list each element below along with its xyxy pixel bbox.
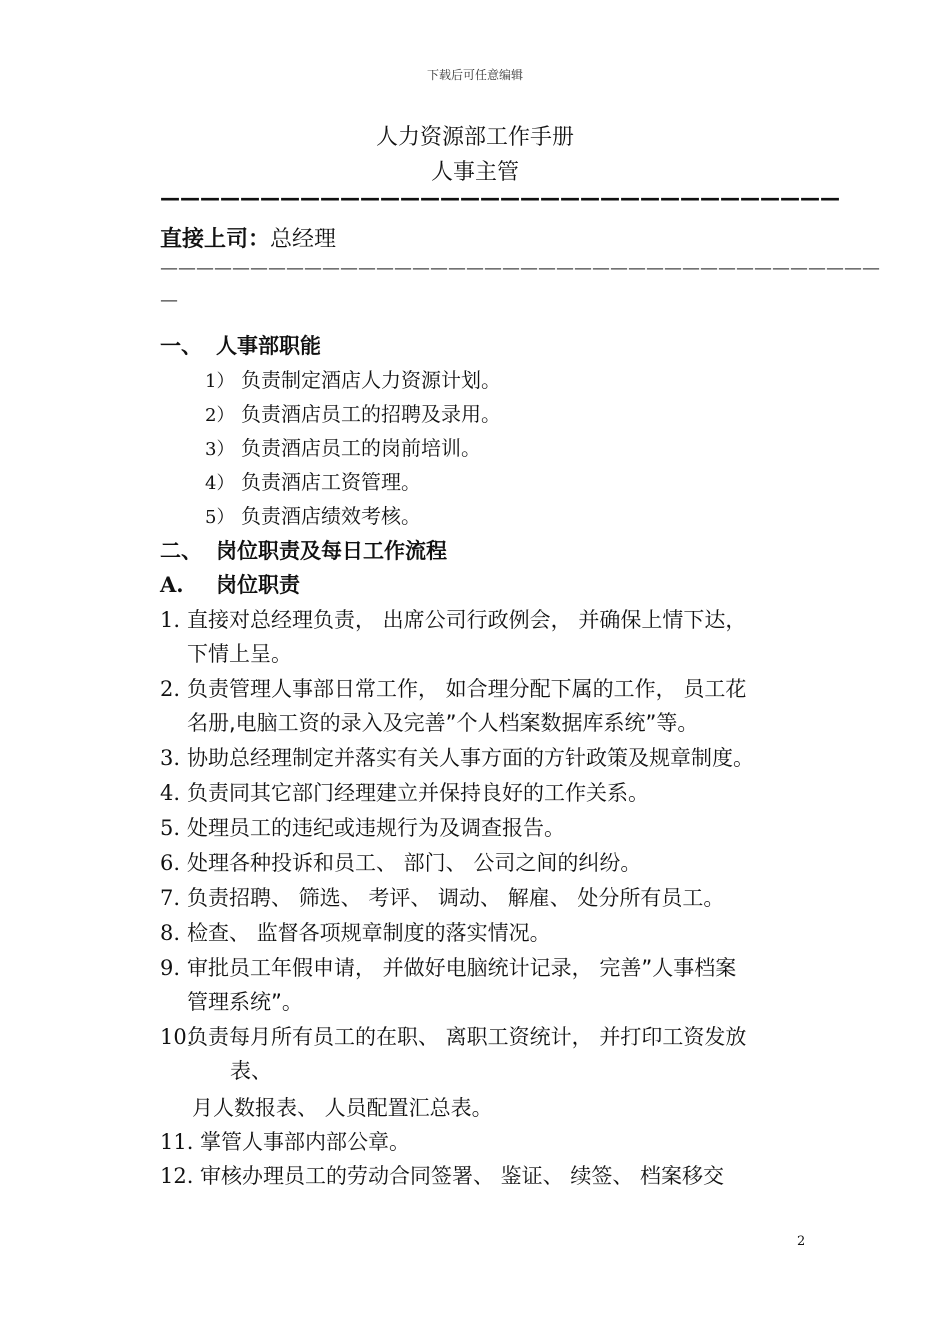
- duty-continuation: 月人数报表、 人员配置汇总表。: [192, 1096, 493, 1120]
- function-item: 4） 负责酒店工资管理。: [205, 470, 421, 494]
- duty-item: 11. 掌管人事部内部公章。: [160, 1130, 410, 1154]
- duty-item: 7. 负责招聘、 筛选、 考评、 调动、 解雇、 处分所有员工。: [160, 886, 725, 910]
- duty-item: 9. 审批员工年假申请， 并做好电脑统计记录， 完善”人事档案: [160, 956, 737, 980]
- section-number: 二、: [160, 539, 202, 563]
- section-heading-1: [160, 330, 321, 360]
- section-number: 一、: [160, 334, 202, 358]
- section-title: 岗位职责: [216, 573, 300, 597]
- direct-supervisor: [160, 222, 336, 253]
- section-number: A.: [160, 572, 184, 597]
- duty-item: 12. 审核办理员工的劳动合同签署、 鉴证、 续签、 档案移交: [160, 1164, 725, 1188]
- section-heading-a: [160, 569, 300, 599]
- duty-item: 6. 处理各种投诉和员工、 部门、 公司之间的纠纷。: [160, 851, 642, 875]
- header-note: 下载后可任意编辑: [426, 68, 523, 82]
- bold-divider: ——————————————————————————————————: [160, 186, 840, 210]
- function-item: 5） 负责酒店绩效考核。: [205, 504, 421, 528]
- document-title: 人力资源部工作手册: [375, 125, 574, 150]
- duty-item: 1. 直接对总经理负责， 出席公司行政例会， 并确保上情下达，: [160, 608, 747, 632]
- function-item: 2） 负责酒店员工的招聘及录用。: [205, 402, 501, 426]
- duty-continuation: 名册,电脑工资的录入及完善”个人档案数据库系统”等。: [187, 711, 699, 735]
- function-item: 3） 负责酒店员工的岗前培训。: [205, 436, 481, 460]
- duty-item: 3. 协助总经理制定并落实有关人事方面的方针政策及规章制度。: [160, 746, 754, 770]
- thin-divider-end: —: [160, 290, 178, 311]
- function-item: 1） 负责制定酒店人力资源计划。: [205, 368, 501, 392]
- duty-item: 8. 检查、 监督各项规章制度的落实情况。: [160, 921, 551, 945]
- duty-item: 2. 负责管理人事部日常工作， 如合理分配下属的工作， 员工花: [160, 677, 747, 701]
- duty-item: 5. 处理员工的违纪或违规行为及调查报告。: [160, 816, 565, 840]
- section-title: 岗位职责及每日工作流程: [216, 539, 447, 563]
- duty-continuation: 下情上呈。: [187, 642, 292, 666]
- page-number: 2: [797, 1234, 806, 1249]
- supervisor-label: 直接上司：: [160, 227, 271, 252]
- duty-item: 10.负责每月所有员工的在职、 离职工资统计， 并打印工资发放: [160, 1025, 747, 1049]
- document-subtitle: 人事主管: [430, 160, 519, 185]
- thin-divider: ————————————————————————————————————————: [160, 258, 880, 279]
- section-heading-2: [160, 535, 447, 565]
- supervisor-value: 总经理: [270, 227, 337, 252]
- duty-continuation: 管理系统”。: [187, 990, 303, 1014]
- section-title: 人事部职能: [216, 334, 321, 358]
- duty-continuation: 表、: [230, 1059, 272, 1083]
- duty-item: 4. 负责同其它部门经理建立并保持良好的工作关系。: [160, 781, 649, 805]
